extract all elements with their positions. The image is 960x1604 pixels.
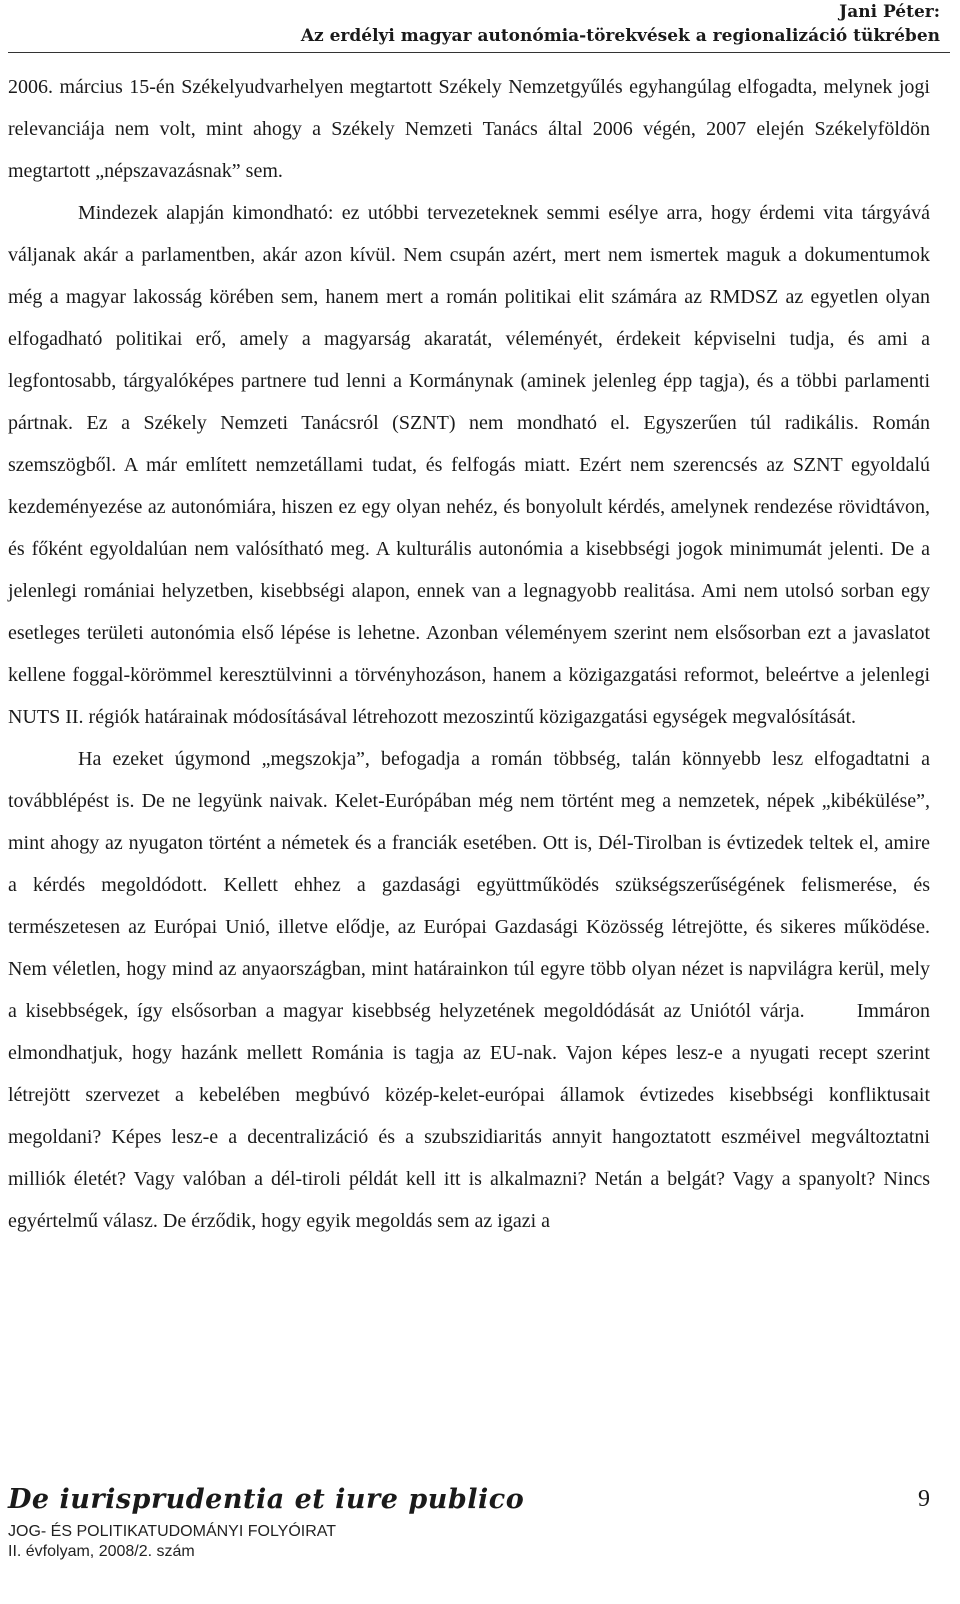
paragraph-3-part-1: Ha ezeket úgymond „megszokja”, befogadja a román többség, talán könnyebb lesz elfogadtatni a továbblépést is. De ne legyünk naivak. Kelet-Európában még nem történt meg a nemzetek, népek „kibékülése”, mint ahogy az nyugaton történt a németek és a franciák esetében. Ott is, Dél-Tirolban is évtizedek teltek el, amire a kérdés megoldódott. Kellett ehhez a gazdasági együttműködés szükségszerűségének felismerése, és természetesen az Európai Unió, illetve elődje, az Európai Gazdasági Közösség létrejötte, és sikeres működése. Nem véletlen, hogy mind az anyaországban, mint határainkon túl egyre több olyan nézet is napvilágra kerül, mely a kisebbségek, így elsősorban a magyar kisebbség helyzetének megoldódását az Uniótól várja. [8,748,930,1022]
article-body [8,66,930,1242]
paragraph-3-part-2: Immáron elmondhatjuk, hogy hazánk mellett Románia is tagja az EU-nak. Vajon képes lesz-e a nyugati recept szerint létrejött szervezet a kebelében megbúvó közép-kelet-európai államok évtizedes kisebbségi konfliktusait megoldani? Képes lesz-e a decentralizáció és a szubszidiaritás annyit hangoztatott eszméivel megváltoztatni milliók életét? Vagy valóban a dél-tiroli példát kell itt is alkalmazni? Netán a belgát? Vagy a spanyolt? Nincs egyértelmű válasz. De érződik, hogy egyik megoldás sem az igazi a [8,1000,930,1232]
paragraph-2: Mindezek alapján kimondható: ez utóbbi tervezeteknek semmi esélye arra, hogy érdemi vita tárgyává váljanak akár a parlamentben, akár azon kívül. Nem csupán azért, mert nem ismertek maguk a dokumentumok még a magyar lakosság körében sem, hanem mert a román politikai elit számára az RMDSZ az egyetlen olyan elfogadható politikai erő, amely a magyarság akaratát, véleményét, érdekeit képviselni tudja, és ami a legfontosabb, tárgyalóképes partnere tud lenni a Kormánynak (aminek jelenleg épp tagja), és a többi parlamenti pártnak. Ez a Székely Nemzeti Tanácsról (SZNT) nem mondható el. Egyszerűen túl radikális. Román szemszögből. A már említett nemzetállami tudat, és felfogás miatt. Ezért nem szerencsés az SZNT egyoldalú kezdeményezése az autonómiára, hiszen ez egy olyan nehéz, és bonyolult kérdés, amelynek rendezése rövidtávon, és főként egyoldalúan nem valósítható meg. A kulturális autonómia a kisebbségi jogok minimumát jelenti. De a jelenlegi romániai helyzetben, kisebbségi alapon, ennek van a legnagyobb realitása. Ami nem utolsó sorban egy esetleges területi autonómia első lépése is lehetne. Azonban véleményem szerint nem elsősorban ezt a javaslatot kellene foggal-körömmel keresztülvinni a törvényhozáson, hanem a közigazgatási reformot, beleértve a jelenlegi NUTS II. régiók határainak módosításával létrehozott mezoszintű közigazgatási egységek megvalósítását. [8,202,930,728]
journal-info [8,1522,336,1562]
journal-subtitle: JOG- ÉS POLITIKATUDOMÁNYI FOLYÓIRAT [8,1523,337,1540]
paragraph-3 [8,738,930,1242]
journal-title: De iurisprudentia et iure publico [8,1484,525,1515]
header-title: Az erdélyi magyar autonómia-törekvések a regionalizáció tükrében [300,26,940,46]
header-divider [8,52,950,53]
header-author: Jani Péter: [839,2,940,22]
running-header [8,0,940,48]
page-number: 9 [918,1486,930,1512]
paragraph-1: 2006. március 15-én Székelyudvarhelyen megtartott Székely Nemzetgyűlés egyhangúlag elfogadta, melynek jogi relevanciája nem volt, mint ahogy a Székely Nemzeti Tanács által 2006 végén, 2007 elején Székelyföldön megtartott „népszavazásnak” sem. [8,76,930,182]
journal-issue: II. évfolyam, 2008/2. szám [8,1543,195,1560]
